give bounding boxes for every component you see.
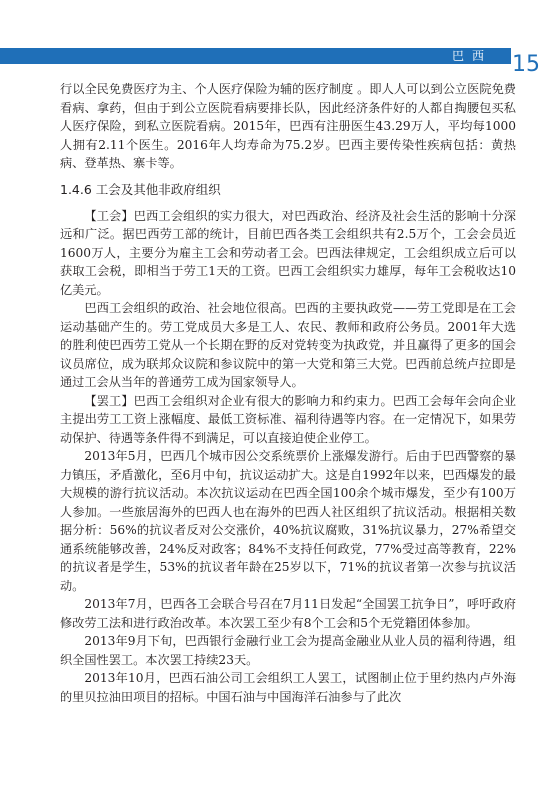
running-header-title: 巴西 (452, 49, 493, 63)
page-body (60, 80, 516, 706)
paragraph-unions: 【工会】巴西工会组织的实力很大，对巴西政治、经济及社会生活的影响十分深远和广泛。据巴西劳工部的统计，目前巴西各类工会组织共有2.5万个，工会会员近1600万人，主要分为雇主工会和劳动者工会。巴西法律规定，工会组织成立后可以获取工会税，即相当于劳工1天的工资。巴西工会组织实力雄厚，每年工会税收达10亿美元。 (60, 208, 516, 297)
paragraph-strikes: 【罢工】巴西工会组织对企业有很大的影响力和约束力。巴西工会每年会向企业主提出劳工工资上涨幅度、最低工资标准、福利待遇等内容。在一定情况下，如果劳动保护、待遇等条件得不到满足，可以直接迫使企业停工。 (60, 393, 516, 445)
paragraph-healthcare-continued: 行以全民免费医疗为主、个人医疗保险为辅的医疗制度 。即人人可以到公立医院免费看病、拿药，但由于到公立医院看病要排长队，因此经济条件好的人都自掏腰包买私人医疗保险，到私立医院看病。2015年，巴西有注册医生43.29万人，平均每1000人拥有2.11个医生。2016年人均寿命为75.2岁。巴西主要传染性疾病包括：黄热病、登革热、寨卡等。 (60, 82, 516, 170)
paragraph-2013-july-strike: 2013年7月，巴西各工会联合号召在7月11日发起“全国罢工抗争日”，呼吁政府修改劳工法和进行政治改革。本次罢工至少有8个工会和5个无党籍团体参加。 (60, 597, 516, 630)
page-number: 15 (512, 52, 540, 77)
paragraph-union-politics: 巴西工会组织的政治、社会地位很高。巴西的主要执政党——劳工党即是在工会运动基础产生的。劳工党成员大多是工人、农民、教师和政府公务员。2001年大选的胜利使巴西劳工党从一个长期在野的反对党转变为执政党，并且赢得了更多的国会议员席位，成为联邦众议院和参议院中的第一大党和第三大党。巴西前总统卢拉即是通过工会从当年的普通劳工成为国家领导人。 (60, 301, 516, 389)
section-heading: 1.4.6 工会及其他非政府组织 (60, 181, 221, 197)
paragraph-2013-october-strike: 2013年10月，巴西石油公司工会组织工人罢工，试图制止位于里约热内卢外海的里贝拉油田项目的招标。中国石油与中国海洋石油参与了此次 (60, 671, 516, 704)
paragraph-2013-may-protests: 2013年5月，巴西几个城市因公交系统票价上涨爆发游行。后由于巴西警察的暴力镇压，矛盾激化，至6月中旬，抗议运动扩大。这是自1992年以来，巴西爆发的最大规模的游行抗议活动。本次抗议运动在巴西全国100余个城市爆发，至少有100万人参加。一些旅居海外的巴西人也在海外的巴西人社区组织了抗议活动。根据相关数据分析：56%的抗议者反对公交涨价，40%抗议腐败，31%抗议暴力，27%希望交通系统能够改善，24%反对政客；84%不支持任何政党，77%受过高等教育，22%的抗议者是学生，53%的抗议者年龄在25岁以下，71%的抗议者第一次参与抗议活动。 (60, 449, 516, 593)
header-band (0, 48, 511, 64)
paragraph-2013-september-strike: 2013年9月下旬，巴西银行金融行业工会为提高金融业从业人员的福利待遇，组织全国性罢工。本次罢工持续23天。 (60, 634, 516, 667)
